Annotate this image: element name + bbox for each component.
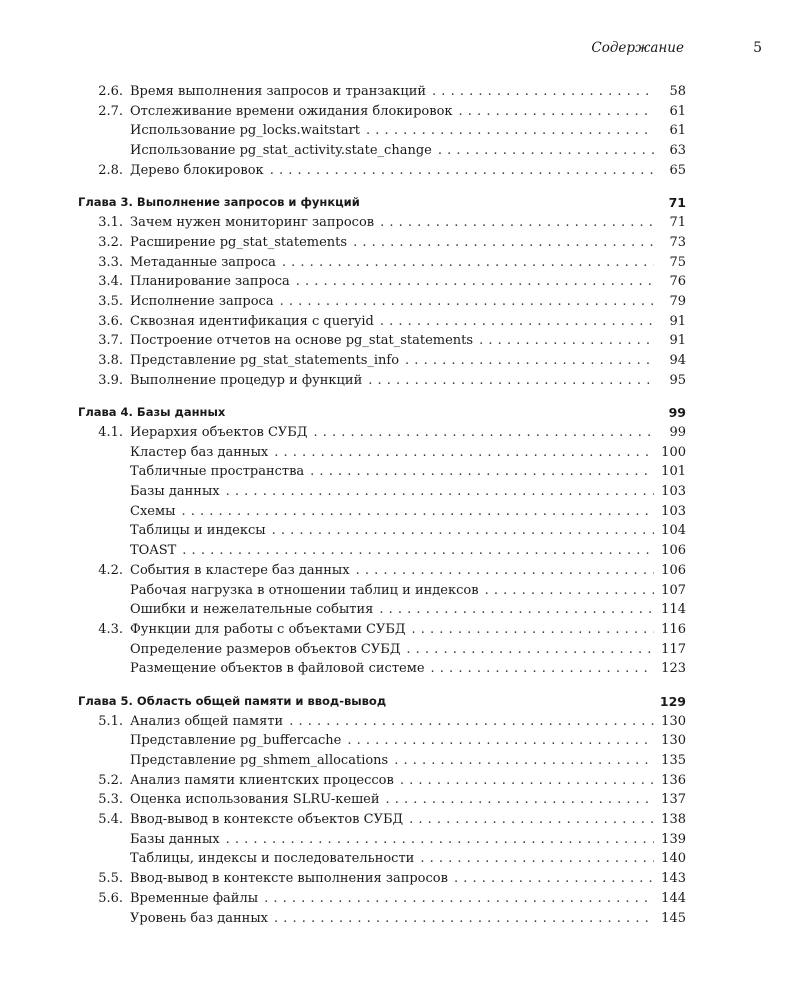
dot-leader xyxy=(182,541,654,561)
toc-entry-title-line xyxy=(130,889,654,909)
toc-entry-title-line xyxy=(130,443,654,463)
toc-entry xyxy=(0,272,800,292)
toc-entry-title-line xyxy=(130,161,654,181)
toc-entry-number: 5.5. xyxy=(98,871,123,887)
toc-page-number: 114 xyxy=(661,602,686,618)
toc-entry-title-line xyxy=(130,600,654,620)
toc-entry-title-line xyxy=(130,810,654,830)
toc-page-number: 100 xyxy=(661,444,686,460)
toc-entry-title-line xyxy=(130,541,654,561)
toc-entry-title-line xyxy=(130,121,654,141)
toc-page-number: 61 xyxy=(669,103,686,119)
dot-leader xyxy=(420,849,654,869)
dot-leader xyxy=(438,141,654,161)
dot-leader xyxy=(282,253,654,273)
toc-page-number: 117 xyxy=(661,641,686,657)
toc-entry-number: 5.6. xyxy=(98,890,123,906)
toc-entry-title-line xyxy=(130,849,654,869)
toc-entry xyxy=(0,82,800,102)
toc-entry-number: 5.1. xyxy=(98,713,123,729)
toc-entry-title: TOAST xyxy=(130,541,182,561)
toc-entry-number: 3.3. xyxy=(98,254,123,270)
toc-entry-title-line xyxy=(130,712,654,732)
toc-entry-title-line xyxy=(130,869,654,889)
toc-entry-number: 3.4. xyxy=(98,274,123,290)
toc-entry-title: Кластер баз данных xyxy=(130,443,274,463)
toc-entry xyxy=(0,423,800,443)
toc-entry-title: Таблицы, индексы и последовательности xyxy=(130,849,420,869)
toc-page-number: 95 xyxy=(669,372,686,388)
toc-entry-number: 3.5. xyxy=(98,293,123,309)
toc-page-number: 104 xyxy=(661,523,686,539)
toc-entry-title-line xyxy=(130,213,654,233)
toc-entry-title-line xyxy=(130,731,654,751)
toc-entry-title-line xyxy=(130,830,654,850)
toc-entry-title-line xyxy=(130,351,654,371)
toc-entry-title: Анализ памяти клиентских процессов xyxy=(130,771,400,791)
toc-entry-title-line xyxy=(130,423,654,443)
toc-entry xyxy=(0,790,800,810)
toc-page-number: 91 xyxy=(669,313,686,329)
toc-entry-number: 3.9. xyxy=(98,372,123,388)
toc-entry xyxy=(0,351,800,371)
toc-entry xyxy=(0,731,800,751)
toc-entry-title: Базы данных xyxy=(130,830,226,850)
toc-entry-title-line xyxy=(130,640,654,660)
dot-leader xyxy=(313,423,654,443)
toc-entry xyxy=(0,771,800,791)
toc-entry xyxy=(0,371,800,391)
toc-entry-title-line xyxy=(130,482,654,502)
dot-leader xyxy=(400,771,654,791)
toc-entry-title-line xyxy=(130,581,654,601)
toc-entry-title: Представление pg_shmem_allocations xyxy=(130,751,394,771)
dot-leader xyxy=(459,102,654,122)
toc-page-number: 106 xyxy=(661,543,686,559)
dot-leader xyxy=(356,561,654,581)
running-head-title: Содержание xyxy=(591,40,684,56)
toc-entry xyxy=(0,909,800,929)
dot-leader xyxy=(226,482,654,502)
toc-entry-title-line xyxy=(130,141,654,161)
dot-leader xyxy=(274,443,654,463)
toc-page-number: 130 xyxy=(661,733,686,749)
dot-leader xyxy=(485,581,654,601)
toc-entry-title-line xyxy=(130,292,654,312)
dot-leader xyxy=(406,640,654,660)
toc-page-number: 136 xyxy=(661,772,686,788)
toc-chapter-title: Глава 4. Базы данных xyxy=(78,405,226,420)
dot-leader xyxy=(310,462,654,482)
toc-page-number: 79 xyxy=(669,293,686,309)
toc-page-number: 103 xyxy=(661,503,686,519)
toc-page-number: 76 xyxy=(669,274,686,290)
toc-entry xyxy=(0,561,800,581)
toc-entry-title: Использование pg_stat_activity.state_change xyxy=(130,141,438,161)
toc-entry-title: Планирование запроса xyxy=(130,272,296,292)
toc-entry xyxy=(0,869,800,889)
dot-leader xyxy=(181,502,654,522)
toc-page-number: 139 xyxy=(661,831,686,847)
toc-entry-title: Базы данных xyxy=(130,482,226,502)
toc-entry xyxy=(0,659,800,679)
toc-entry xyxy=(0,292,800,312)
toc-entry-title: Оценка использования SLRU-кешей xyxy=(130,790,386,810)
toc-entry-title-line xyxy=(130,659,654,679)
toc-page-number: 65 xyxy=(669,162,686,178)
dot-leader xyxy=(289,712,654,732)
toc-entry-title: Представление pg_stat_statements_info xyxy=(130,351,405,371)
dot-leader xyxy=(280,292,654,312)
toc-entry-title: Функции для работы с объектами СУБД xyxy=(130,620,412,640)
toc-entry-title-line xyxy=(130,620,654,640)
toc-entry-number: 2.8. xyxy=(98,162,123,178)
toc-entry-title: Ввод-вывод в контексте объектов СУБД xyxy=(130,810,409,830)
dot-leader xyxy=(431,659,654,679)
dot-leader xyxy=(368,371,654,391)
toc-entry-number: 3.6. xyxy=(98,313,123,329)
toc-entry xyxy=(0,331,800,351)
dot-leader xyxy=(380,312,654,332)
toc-entry-title: Построение отчетов на основе pg_stat_statements xyxy=(130,331,479,351)
dot-leader xyxy=(379,600,654,620)
toc-entry xyxy=(0,443,800,463)
running-head xyxy=(0,40,800,60)
toc-entry xyxy=(0,541,800,561)
toc-chapter xyxy=(0,403,800,423)
toc-entry xyxy=(0,600,800,620)
dot-leader xyxy=(405,351,654,371)
toc-entry-number: 3.1. xyxy=(98,215,123,231)
toc-entry-title-line xyxy=(130,502,654,522)
toc-entry-title: Определение размеров объектов СУБД xyxy=(130,640,406,660)
toc-entry xyxy=(0,620,800,640)
toc-page-number: 94 xyxy=(669,352,686,368)
toc-entry-title: Зачем нужен мониторинг запросов xyxy=(130,213,380,233)
toc-entry xyxy=(0,121,800,141)
toc-page-number: 135 xyxy=(661,753,686,768)
toc-entry-number: 4.2. xyxy=(98,562,123,578)
dot-leader xyxy=(386,790,654,810)
toc-entry-number: 4.3. xyxy=(98,621,123,637)
dot-leader xyxy=(366,121,654,141)
toc-entry xyxy=(0,581,800,601)
dot-leader xyxy=(479,331,654,351)
toc-entry-title: Ввод-вывод в контексте выполнения запросов xyxy=(130,869,454,889)
toc-entry-number: 3.2. xyxy=(98,234,123,250)
toc-entry-title-line xyxy=(130,82,654,102)
toc-page-number: 107 xyxy=(661,582,686,598)
toc-entry xyxy=(0,233,800,253)
toc-entry xyxy=(0,640,800,660)
toc-page-number: 58 xyxy=(669,84,686,99)
toc-entry-title-line xyxy=(130,909,654,929)
toc-entry-number: 2.6. xyxy=(98,84,123,99)
dot-leader xyxy=(226,830,654,850)
toc-entry-number: 3.7. xyxy=(98,333,123,349)
toc-entry xyxy=(0,482,800,502)
toc-page-number: 116 xyxy=(661,621,686,637)
toc-entry-title-line xyxy=(130,790,654,810)
toc-entry-number: 2.7. xyxy=(98,103,123,119)
toc-entry-title: Время выполнения запросов и транзакций xyxy=(130,82,432,102)
toc-entry-title: Схемы xyxy=(130,502,181,522)
dot-leader xyxy=(394,751,654,771)
toc-entry xyxy=(0,889,800,909)
toc-entry-title: Представление pg_buffercache xyxy=(130,731,347,751)
toc-page-number: 144 xyxy=(661,890,686,906)
toc-entry-title: Метаданные запроса xyxy=(130,253,282,273)
toc-entry-title: Расширение pg_stat_statements xyxy=(130,233,353,253)
toc-chapter xyxy=(0,193,800,213)
dot-leader xyxy=(274,909,654,929)
toc-page-number: 137 xyxy=(661,792,686,808)
toc-page-number: 99 xyxy=(669,425,686,440)
toc-entry-title-line xyxy=(130,462,654,482)
toc-entry-title: Исполнение запроса xyxy=(130,292,280,312)
toc-entry-title-line xyxy=(130,561,654,581)
toc-entry xyxy=(0,141,800,161)
toc-entry-number: 4.1. xyxy=(98,425,123,440)
toc-page-number: 73 xyxy=(669,234,686,250)
toc-entry-title-line xyxy=(130,102,654,122)
toc-entry xyxy=(0,502,800,522)
dot-leader xyxy=(272,521,654,541)
toc-entry xyxy=(0,161,800,181)
toc-chapter-title: Глава 5. Область общей памяти и ввод-вывод xyxy=(78,693,387,708)
toc-entry-title: События в кластере баз данных xyxy=(130,561,356,581)
toc-entry-title: Использование pg_locks.waitstart xyxy=(130,121,366,141)
toc-entry xyxy=(0,849,800,869)
dot-leader xyxy=(296,272,654,292)
toc-page-number: 129 xyxy=(659,693,686,709)
toc-page-number: 75 xyxy=(669,254,686,270)
toc-entry-title: Сквозная идентификация с queryid xyxy=(130,312,380,332)
toc-entry-title: Рабочая нагрузка в отношении таблиц и индексов xyxy=(130,581,485,601)
toc-entry-title-line xyxy=(130,253,654,273)
toc-entry xyxy=(0,253,800,273)
toc-entry-number: 5.4. xyxy=(98,812,123,828)
toc-entry-title: Уровень баз данных xyxy=(130,909,274,929)
toc-entry xyxy=(0,462,800,482)
toc-entry-title-line xyxy=(130,751,654,771)
toc-entry-title: Иерархия объектов СУБД xyxy=(130,423,313,443)
toc-page-number: 130 xyxy=(661,713,686,729)
dot-leader xyxy=(264,889,654,909)
toc-page-number: 101 xyxy=(661,464,686,480)
toc-entry-title: Таблицы и индексы xyxy=(130,521,272,541)
toc-page-number: 99 xyxy=(668,405,686,421)
toc-entry-title: Временные файлы xyxy=(130,889,264,909)
toc-entry-title: Ошибки и нежелательные события xyxy=(130,600,379,620)
toc-entry-title: Отслеживание времени ожидания блокировок xyxy=(130,102,459,122)
toc-page-number: 145 xyxy=(661,910,686,926)
toc-page-number: 140 xyxy=(661,851,686,867)
toc-entry-title-line xyxy=(130,521,654,541)
toc-entry xyxy=(0,830,800,850)
page-number: 5 xyxy=(753,40,762,56)
toc-entry xyxy=(0,751,800,771)
toc-chapter-title: Глава 3. Выполнение запросов и функций xyxy=(78,195,360,210)
dot-leader xyxy=(347,731,654,751)
toc-entry-title-line xyxy=(130,371,654,391)
table-of-contents xyxy=(0,82,800,928)
toc-page-number: 71 xyxy=(669,215,686,231)
dot-leader xyxy=(270,161,654,181)
toc-entry-title: Выполнение процедур и функций xyxy=(130,371,368,391)
toc-entry-title: Анализ общей памяти xyxy=(130,712,289,732)
dot-leader xyxy=(454,869,654,889)
toc-entry xyxy=(0,102,800,122)
toc-page-number: 91 xyxy=(669,333,686,349)
toc-page-number: 138 xyxy=(661,812,686,828)
toc-entry xyxy=(0,521,800,541)
toc-entry-title: Табличные пространства xyxy=(130,462,310,482)
toc-entry-title-line xyxy=(130,312,654,332)
dot-leader xyxy=(432,82,654,102)
toc-page-number: 123 xyxy=(661,661,686,677)
dot-leader xyxy=(353,233,654,253)
toc-entry xyxy=(0,810,800,830)
toc-entry xyxy=(0,712,800,732)
toc-entry-number: 5.3. xyxy=(98,792,123,808)
toc-entry-title-line xyxy=(130,331,654,351)
toc-entry-title: Размещение объектов в файловой системе xyxy=(130,659,431,679)
toc-entry-title-line xyxy=(130,272,654,292)
toc-page-number: 71 xyxy=(668,195,686,211)
toc-page-number: 103 xyxy=(661,484,686,500)
dot-leader xyxy=(380,213,654,233)
dot-leader xyxy=(409,810,654,830)
toc-page-number: 143 xyxy=(661,871,686,887)
toc-entry-title-line xyxy=(130,771,654,791)
toc-entry xyxy=(0,312,800,332)
dot-leader xyxy=(412,620,654,640)
toc-page-number: 63 xyxy=(669,143,686,159)
toc-entry xyxy=(0,213,800,233)
toc-entry-number: 5.2. xyxy=(98,772,123,788)
toc-page-number: 61 xyxy=(669,123,686,139)
toc-entry-title: Дерево блокировок xyxy=(130,161,270,181)
toc-entry-title-line xyxy=(130,233,654,253)
toc-page-number: 106 xyxy=(661,562,686,578)
toc-entry-number: 3.8. xyxy=(98,352,123,368)
toc-chapter xyxy=(0,692,800,712)
